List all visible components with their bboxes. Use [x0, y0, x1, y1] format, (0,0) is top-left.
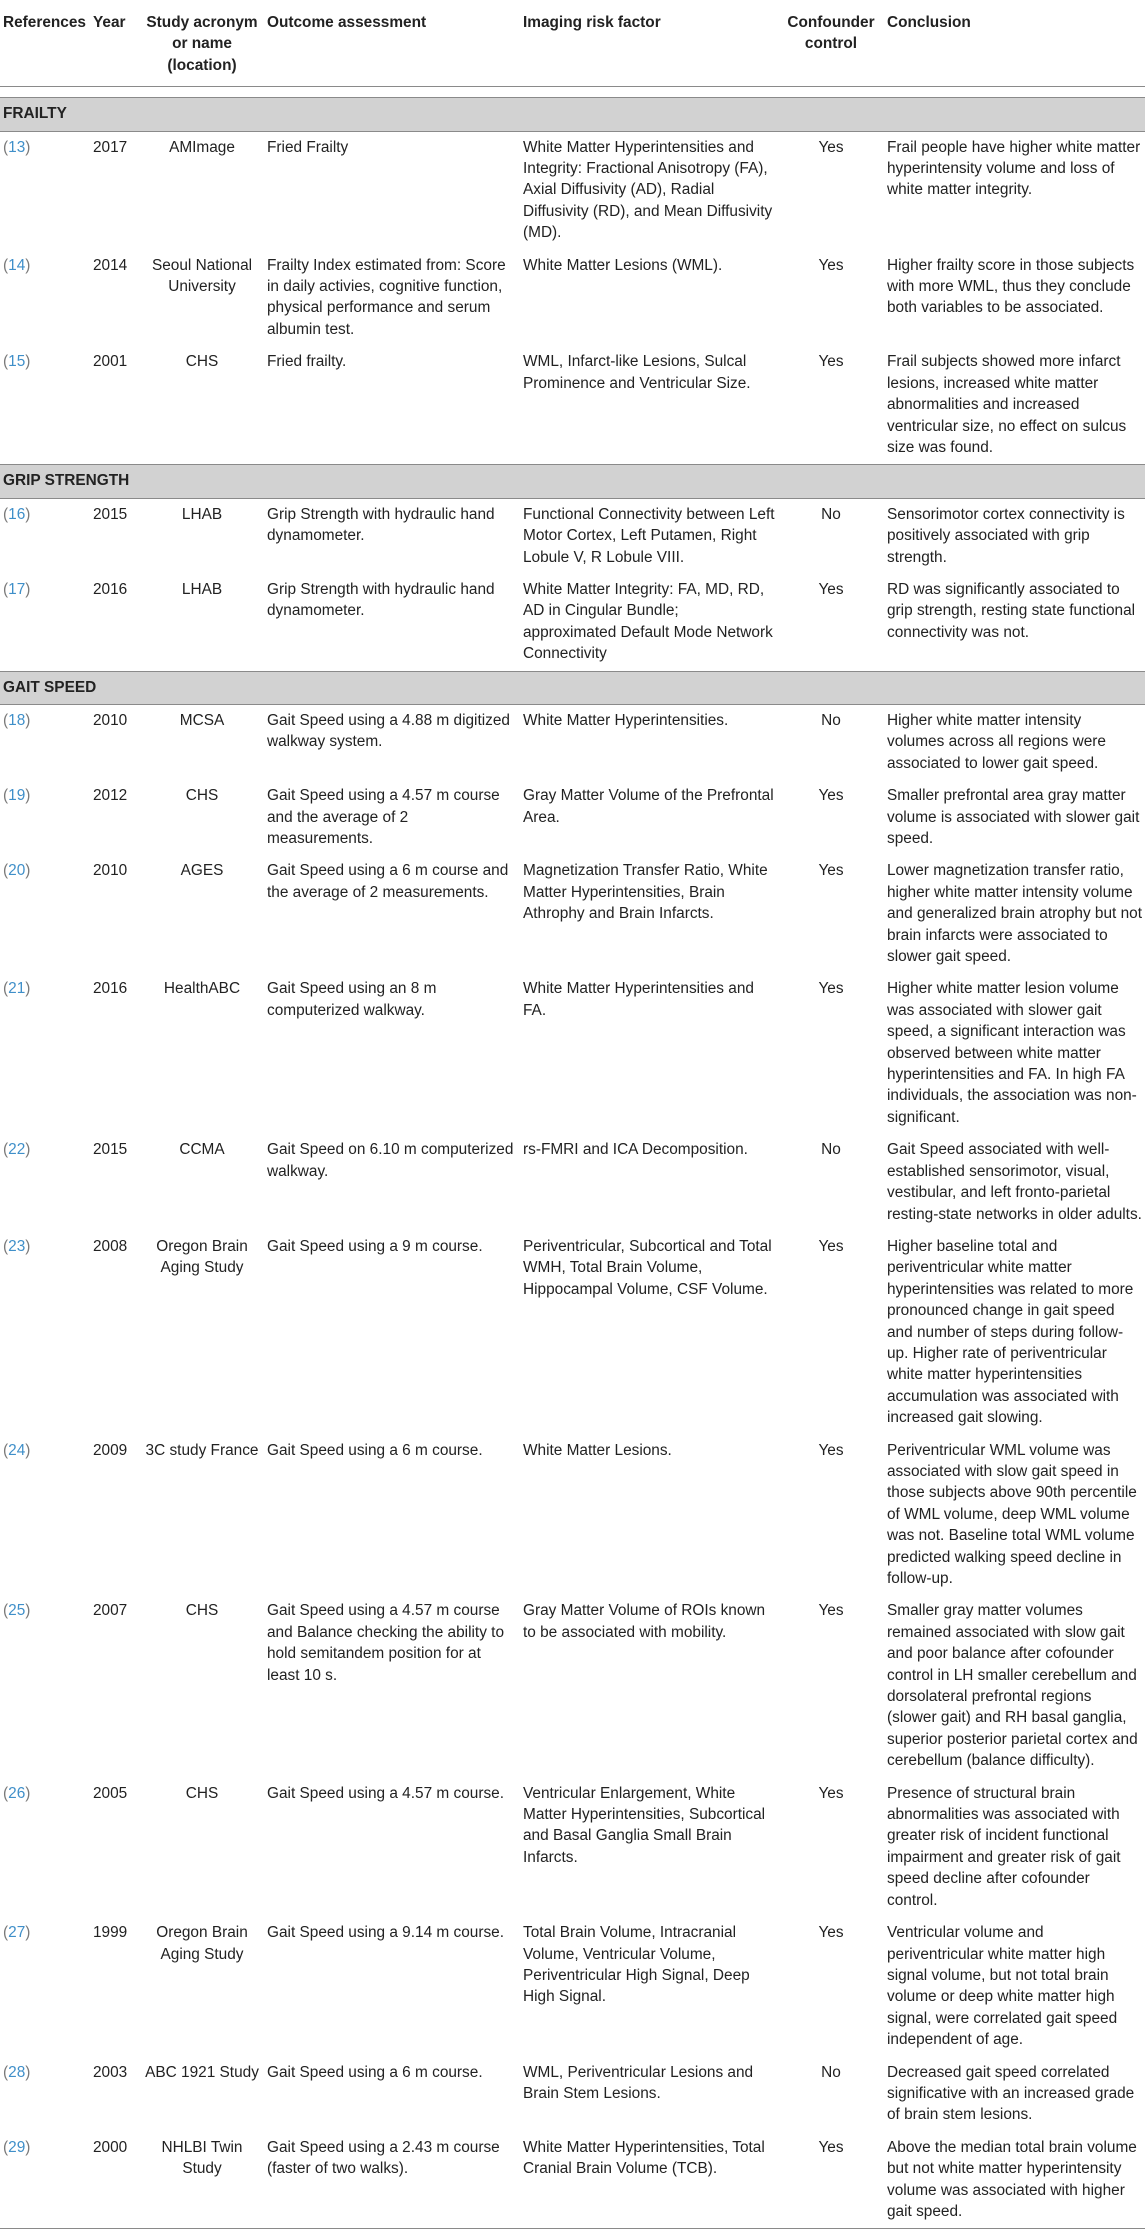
cell-imaging: Gray Matter Volume of the Prefrontal Area. [523, 787, 774, 826]
paren-close: ) [25, 353, 31, 371]
cell-outcome: Gait Speed using a 4.88 m digitized walkway system. [267, 711, 510, 751]
cell-conclusion: Higher frailty score in those subjects with more WML, thus they conclude both variables to be associated. [887, 256, 1135, 317]
cell-conclusion: RD was significantly associated to grip strength, resting state functional connectivity was not. [887, 580, 1136, 641]
paren-open: ( [3, 711, 9, 729]
cell-outcome: Grip Strength with hydraulic hand dynamometer. [267, 580, 495, 620]
section-title: GAIT SPEED [0, 671, 1145, 704]
reference-link[interactable]: 17 [8, 580, 26, 598]
cell-imaging: White Matter Hyperintensities and FA. [523, 980, 754, 1019]
table-body [0, 87, 1145, 2229]
header-conclusion: Conclusion [884, 0, 1145, 87]
reference-link[interactable]: 16 [8, 505, 26, 523]
cell-study: MCSA [179, 711, 225, 729]
cell-study: CHS [185, 1602, 219, 1620]
reference-link[interactable]: 29 [8, 2138, 26, 2156]
cell-study: CHS [185, 353, 219, 371]
section-header [0, 98, 1145, 131]
table-row [0, 855, 1145, 973]
header-confounder: Confounder control [778, 0, 884, 87]
cell-conclusion: Sensorimotor cortex connectivity is positively associated with grip strength. [887, 505, 1125, 566]
cell-confounder: Yes [818, 580, 844, 598]
cell-conclusion: Smaller gray matter volumes remained associated with slow gait and poor balance after cofounder control in LH smaller cerebellum and dorsolateral prefrontal regions (slower gait) and RH basal ganglia, superior posterior parietal cortex and cerebellum (balance difficulty). [887, 1602, 1138, 1770]
cell-study: HealthABC [163, 980, 241, 998]
header-references: References [0, 0, 90, 87]
cell-conclusion: Presence of structural brain abnormalities was associated with greater risk of incident functional impairment and greater risk of gait speed decline after cofounder control. [887, 1784, 1121, 1909]
table-header [0, 0, 1145, 87]
paren-open: ( [3, 980, 9, 998]
table-row [0, 1231, 1145, 1435]
cell-confounder: Yes [818, 1237, 844, 1255]
reference-link[interactable]: 18 [8, 711, 26, 729]
cell-imaging: White Matter Hyperintensities, Total Cranial Brain Volume (TCB). [520, 2132, 778, 2229]
cell-reference [0, 1231, 90, 1435]
paren-open: ( [3, 787, 9, 805]
table-row [0, 1435, 1145, 1596]
section-title: GRIP STRENGTH [0, 465, 1145, 498]
cell-reference [0, 2057, 90, 2132]
paren-close: ) [25, 1141, 31, 1159]
section-title: FRAILTY [0, 98, 1145, 131]
paren-close: ) [25, 1602, 31, 1620]
cell-year: 2017 [93, 138, 128, 156]
paren-close: ) [25, 862, 31, 880]
paren-close: ) [25, 1441, 31, 1459]
cell-confounder: No [821, 1141, 841, 1159]
cell-outcome: Gait Speed using a 6 m course. [267, 2063, 483, 2081]
cell-study: AGES [180, 862, 224, 880]
cell-study: ABC 1921 Study [145, 2063, 259, 2081]
cell-study: 3C study France [145, 1441, 259, 1459]
reference-link[interactable]: 25 [8, 1602, 26, 1620]
cell-imaging: WML, Periventricular Lesions and Brain Stem Lesions. [523, 2063, 754, 2102]
paren-close: ) [25, 1784, 31, 1802]
cell-year: 2010 [93, 862, 128, 880]
paren-close: ) [25, 980, 31, 998]
cell-outcome: Frailty Index estimated from: Score in daily activies, cognitive function, physical performance and serum albumin test. [267, 256, 506, 338]
table-row [0, 1134, 1145, 1231]
cell-reference [0, 1435, 90, 1596]
cell-confounder: Yes [818, 862, 844, 880]
cell-outcome: Gait Speed using a 4.57 m course and Balance checking the ability to hold semitandem position for at least 10 s. [267, 1602, 504, 1684]
cell-conclusion: Above the median total brain volume but not white matter hyperintensity volume was associated with higher gait speed. [884, 2132, 1145, 2229]
paren-close: ) [25, 580, 31, 598]
reference-link[interactable]: 27 [8, 1924, 26, 1942]
cell-imaging: White Matter Hyperintensities. [523, 711, 729, 729]
cell-year: 2014 [93, 256, 128, 274]
section-header [0, 465, 1145, 498]
cell-reference [0, 1778, 90, 1917]
cell-year: 2012 [93, 787, 128, 805]
cell-confounder: No [821, 505, 841, 523]
paren-close: ) [25, 138, 31, 156]
cell-confounder: Yes [818, 353, 844, 371]
cell-year: 2001 [93, 353, 128, 371]
paren-open: ( [3, 2138, 9, 2156]
cell-study: Oregon Brain Aging Study [156, 1237, 248, 1277]
cell-reference [0, 131, 90, 250]
cell-confounder: No [821, 711, 841, 729]
cell-imaging: WML, Infarct-like Lesions, Sulcal Prominence and Ventricular Size. [523, 353, 751, 392]
cell-confounder: Yes [818, 1924, 844, 1942]
cell-year: 2009 [93, 1441, 128, 1459]
cell-study: NHLBI Twin Study [140, 2132, 264, 2229]
reference-link[interactable]: 20 [8, 862, 26, 880]
section-header [0, 671, 1145, 704]
cell-conclusion: Gait Speed associated with well-established sensorimotor, visual, vestibular, and left fronto-parietal resting-state networks in older adults. [887, 1141, 1142, 1223]
cell-reference [0, 250, 90, 347]
table-row [0, 704, 1145, 780]
paren-close: ) [25, 505, 31, 523]
cell-outcome: Gait Speed using an 8 m computerized walkway. [267, 980, 437, 1019]
reference-link[interactable]: 23 [8, 1237, 26, 1255]
cell-conclusion: Higher white matter intensity volumes across all regions were associated to lower gait speed. [887, 711, 1106, 772]
paren-open: ( [3, 1602, 9, 1620]
table-row [0, 973, 1145, 1134]
cell-outcome: Gait Speed using a 9 m course. [267, 1237, 483, 1255]
paren-open: ( [3, 862, 9, 880]
header-imaging: Imaging risk factor [520, 0, 778, 87]
cell-study: AMImage [169, 138, 235, 156]
cell-reference [0, 780, 90, 855]
cell-year: 1999 [93, 1924, 128, 1942]
table-row [0, 574, 1145, 671]
paren-open: ( [3, 1237, 9, 1255]
table-row [0, 1595, 1145, 1777]
table-row [0, 498, 1145, 574]
cell-outcome: Fried Frailty [267, 138, 349, 156]
reference-link[interactable]: 15 [8, 353, 26, 371]
reference-link[interactable]: 21 [8, 980, 26, 998]
cell-confounder: Yes [818, 787, 844, 805]
cell-confounder: Yes [818, 980, 844, 998]
cell-reference [0, 498, 90, 574]
cell-imaging: Ventricular Enlargement, White Matter Hyperintensities, Subcortical and Basal Ganglia Small Brain Infarcts. [523, 1784, 766, 1866]
cell-year: 2016 [93, 580, 128, 598]
reference-link[interactable]: 28 [8, 2063, 26, 2081]
reference-link[interactable]: 26 [8, 1784, 26, 1802]
cell-imaging: Total Brain Volume, Intracranial Volume, Ventricular Volume, Periventricular High Signal, Deep High Signal. [523, 1924, 750, 2006]
cell-year: 2007 [93, 1602, 128, 1620]
cell-reference [0, 1134, 90, 1231]
cell-outcome: Grip Strength with hydraulic hand dynamometer. [267, 505, 495, 545]
cell-reference [0, 346, 90, 465]
cell-study: LHAB [181, 505, 223, 523]
cell-outcome: Gait Speed using a 9.14 m course. [267, 1924, 504, 1942]
cell-imaging: Gray Matter Volume of ROIs known to be associated with mobility. [523, 1602, 766, 1641]
cell-outcome: Gait Speed using a 2.43 m course (faster of two walks). [264, 2132, 520, 2229]
reference-link[interactable]: 14 [8, 256, 26, 274]
reference-link[interactable]: 22 [8, 1141, 26, 1159]
cell-reference [0, 704, 90, 780]
cell-confounder: Yes [818, 256, 844, 274]
paren-open: ( [3, 353, 9, 371]
cell-reference [0, 1595, 90, 1777]
table-row [0, 346, 1145, 465]
paren-open: ( [3, 138, 9, 156]
cell-study: Seoul National University [151, 256, 253, 296]
cell-year: 2008 [93, 1237, 128, 1255]
paren-open: ( [3, 1924, 9, 1942]
cell-conclusion: Higher white matter lesion volume was associated with slower gait speed, a significant interaction was observed between white matter hyperintensities and FA. In high FA individuals, the association was non-significant. [887, 980, 1137, 1126]
cell-year: 2003 [93, 2063, 128, 2081]
cell-imaging: Functional Connectivity between Left Motor Cortex, Left Putamen, Right Lobule V, R Lobule VIII. [523, 505, 775, 566]
cell-confounder: Yes [818, 1602, 844, 1620]
cell-confounder: Yes [818, 138, 844, 156]
cell-conclusion: Frail people have higher white matter hyperintensity volume and loss of white matter integrity. [887, 138, 1141, 199]
paren-close: ) [25, 1924, 31, 1942]
table-row [0, 1778, 1145, 1917]
cell-reference [0, 574, 90, 671]
cell-confounder: Yes [818, 1784, 844, 1802]
cell-imaging: rs-FMRI and ICA Decomposition. [523, 1141, 748, 1159]
cell-conclusion: Frail subjects showed more infarct lesions, increased white matter abnormalities and increased ventricular size, no effect on sulcus size was found. [887, 353, 1127, 456]
cell-imaging: Magnetization Transfer Ratio, White Matter Hyperintensities, Brain Athrophy and Brain Infarcts. [523, 862, 768, 923]
cell-conclusion: Higher baseline total and periventricular white matter hyperintensities was related to more pronounced change in gait speed and number of steps during follow-up. Higher rate of periventricular white matter hyperintensities accumulation was associated with increased gait slowing. [887, 1237, 1134, 1427]
cell-study: Oregon Brain Aging Study [156, 1924, 248, 1963]
cell-year: 2015 [93, 1141, 128, 1159]
paren-open: ( [3, 256, 9, 274]
table-row [0, 131, 1145, 250]
cell-conclusion: Periventricular WML volume was associated with slow gait speed in those subjects above 90th percentile of WML volume, deep WML volume was not. Baseline total WML volume predicted walking speed decline in follow-up. [887, 1441, 1137, 1587]
paren-open: ( [3, 580, 9, 598]
cell-outcome: Gait Speed using a 4.57 m course and the average of 2 measurements. [267, 787, 500, 847]
cell-reference [0, 2132, 90, 2229]
paren-close: ) [25, 2138, 31, 2156]
cell-conclusion: Ventricular volume and periventricular white matter high signal volume, but not total brain volume or deep white matter high signal, were correlated gait speed independent of age. [887, 1924, 1118, 2049]
header-year: Year [90, 0, 140, 87]
cell-conclusion: Lower magnetization transfer ratio, higher white matter intensity volume and generalized brain atrophy but not brain infarcts were associated to slower gait speed. [887, 862, 1142, 966]
cell-imaging: White Matter Hyperintensities and Integrity: Fractional Anisotropy (FA), Axial Diffusivity (AD), Radial Diffusivity (RD), and Mean Diffusivity (MD). [523, 138, 773, 242]
table-row [0, 250, 1145, 347]
cell-outcome: Gait Speed using a 6 m course and the average of 2 measurements. [267, 862, 509, 901]
header-spacer [0, 87, 1145, 98]
cell-outcome: Gait Speed using a 4.57 m course. [267, 1784, 504, 1802]
cell-reference [0, 973, 90, 1134]
cell-conclusion: Smaller prefrontal area gray matter volume is associated with slower gait speed. [887, 787, 1140, 847]
paren-open: ( [3, 505, 9, 523]
cell-imaging: White Matter Integrity: FA, MD, RD, AD in Cingular Bundle; approximated Default Mode Network Connectivity [523, 580, 773, 663]
cell-year: 2000 [90, 2132, 140, 2229]
paren-close: ) [25, 787, 31, 805]
paren-close: ) [25, 256, 31, 274]
cell-imaging: White Matter Lesions. [523, 1441, 672, 1459]
header-outcome: Outcome assessment [264, 0, 520, 87]
cell-imaging: White Matter Lesions (WML). [523, 256, 723, 274]
paren-close: ) [25, 1237, 31, 1255]
cell-study: CHS [185, 787, 219, 805]
cell-study: LHAB [181, 580, 223, 598]
paren-open: ( [3, 1441, 9, 1459]
cell-year: 2010 [93, 711, 128, 729]
paren-open: ( [3, 2063, 9, 2081]
table-row [0, 2132, 1145, 2229]
cell-outcome: Gait Speed on 6.10 m computerized walkway. [267, 1141, 514, 1180]
cell-year: 2015 [93, 505, 128, 523]
header-study: Study acronym or name (location) [140, 0, 264, 87]
cell-conclusion: Decreased gait speed correlated significative with an increased grade of brain stem lesions. [887, 2063, 1135, 2124]
paren-close: ) [25, 2063, 31, 2081]
cell-study: CHS [185, 1784, 219, 1802]
cell-outcome: Fried frailty. [267, 353, 347, 371]
cell-study: CCMA [179, 1141, 225, 1159]
reference-link[interactable]: 13 [8, 138, 26, 156]
reference-link[interactable]: 19 [8, 787, 26, 805]
paren-close: ) [25, 711, 31, 729]
cell-year: 2016 [93, 980, 128, 998]
paren-open: ( [3, 1784, 9, 1802]
paren-open: ( [3, 1141, 9, 1159]
cell-confounder: Yes [818, 1441, 844, 1459]
table-row [0, 780, 1145, 855]
table-row [0, 2057, 1145, 2132]
cell-confounder: No [821, 2063, 841, 2081]
cell-outcome: Gait Speed using a 6 m course. [267, 1441, 483, 1459]
reference-link[interactable]: 24 [8, 1441, 26, 1459]
cell-confounder: Yes [778, 2132, 884, 2229]
cell-reference [0, 855, 90, 973]
cell-year: 2005 [93, 1784, 128, 1802]
cell-imaging: Periventricular, Subcortical and Total WMH, Total Brain Volume, Hippocampal Volume, CSF Volume. [523, 1237, 772, 1298]
